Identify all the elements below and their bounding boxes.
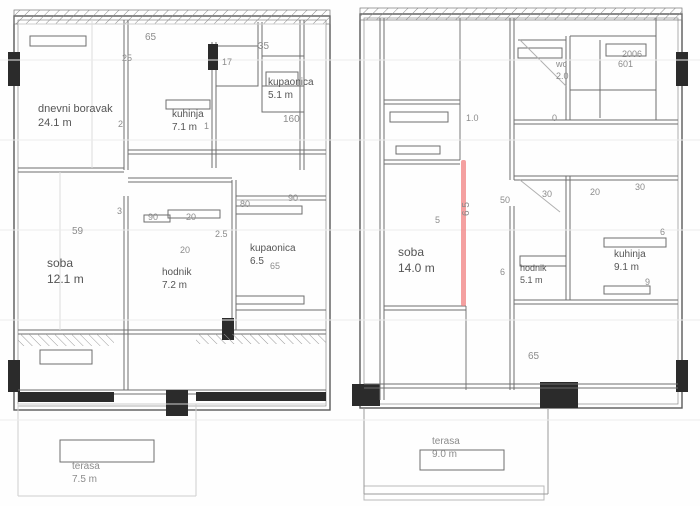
dimension-label: 0 [552,113,558,123]
dimension-label: 2.5 [215,229,228,239]
room-label-r2: kuhinja 7.1 m [172,109,204,133]
room-label-r7: soba 14.0 m [398,245,435,275]
dimension-label: 1 [204,121,210,131]
dimension-label: 30 [635,182,646,192]
dimension-label-vertical: 6 5 [461,202,472,216]
dimension-label: 6 [500,267,506,277]
room-label-r9: hodnik 5.1 m [520,263,547,285]
dimension-label: 20 [590,187,601,197]
dimension-label: 30 [542,189,553,199]
dimension-label: 160 [283,114,300,125]
dimension-label: 1.0 [466,113,479,123]
dimension-label: 35 [258,41,270,52]
room-label-r1: dnevni boravak 24.1 m [38,103,113,129]
dimension-label: 65 [528,351,540,362]
dimension-label: 59 [72,226,84,237]
dimension-label: 90 [148,212,159,222]
room-label-r4: soba 12.1 m [47,256,84,286]
dimension-label: 9 [645,277,651,287]
dimension-label: 25 [122,53,133,63]
dimension-label: 50 [500,195,511,205]
dimension-label: 80 [240,199,251,209]
dimension-label: 5 [435,215,441,225]
dimension-label: 20 [186,212,197,222]
dimension-label: 65 [145,32,157,43]
room-label-r10: wc 2.0 [556,59,569,81]
highlight-marker [461,160,466,306]
room-label-r5: hodnik 7.2 m [162,267,192,291]
dimension-label: 20 [180,245,191,255]
room-label-r12: terasa 9.0 m [432,436,460,460]
dimension-label: 17 [222,57,233,67]
dimension-label: 65 [270,261,281,271]
dimension-label: 601 [618,59,634,69]
dimension-label: 2006 [622,49,643,59]
room-label-r3: kupaonica 5.1 m [268,77,314,101]
room-label-r6: kupaonica 6.5 [250,243,296,267]
room-label-r11: terasa 7.5 m [72,461,100,485]
dimension-label: 3 [117,206,123,216]
room-label-r8: kuhinja 9.1 m [614,249,646,273]
dimension-label: 90 [288,193,299,203]
dimension-label: 6 [660,227,666,237]
dimension-label: 2 [118,119,124,129]
